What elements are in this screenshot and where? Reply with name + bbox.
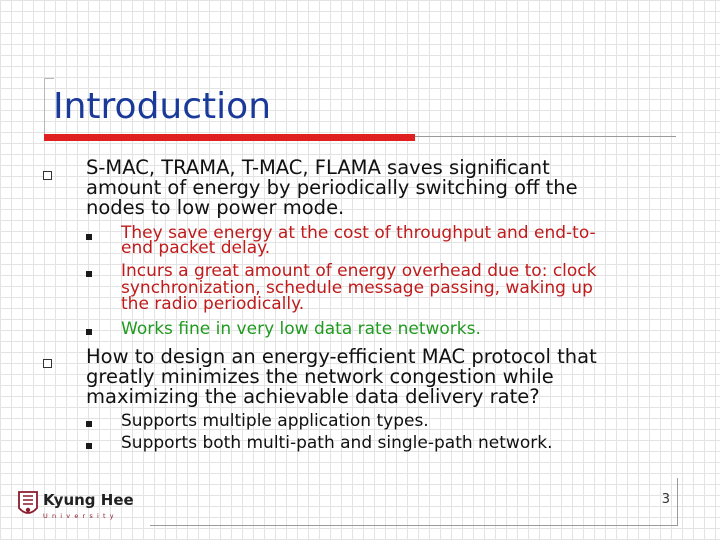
- university-emblem-icon: [19, 492, 37, 513]
- sub-bullet-line: Incurs a great amount of energy overhead due to: clock: [121, 261, 597, 281]
- sub-bullet-marker: [86, 271, 92, 277]
- footer-rule: [150, 525, 678, 526]
- sub-bullet-line: They save energy at the cost of throughput and end-to-: [121, 223, 596, 243]
- bullet-line: amount of energy by periodically switching off the: [86, 176, 578, 199]
- sub-bullet-marker: [86, 329, 92, 335]
- sub-bullet-marker: [86, 443, 92, 449]
- sub-bullet-marker: [86, 421, 92, 427]
- bullet-marker: [43, 171, 52, 180]
- sub-bullet-line: Supports both multi-path and single-path network.: [121, 433, 553, 453]
- sub-bullet-line: synchronization, schedule message passing, waking up: [121, 278, 593, 298]
- kyung-hee-logo: [15, 486, 140, 526]
- title-accent-rule: [44, 134, 415, 141]
- title-rule: [415, 136, 676, 137]
- logo-name: Kyung Hee: [43, 491, 134, 509]
- sub-bullet-line: end packet delay.: [121, 238, 271, 258]
- bullet-line: greatly minimizes the network congestion while: [86, 365, 554, 388]
- slide-title: Introduction: [53, 86, 272, 127]
- bullet-marker: [43, 359, 52, 368]
- sub-bullet-line: the radio periodically.: [121, 294, 305, 314]
- bullet-line: S-MAC, TRAMA, T-MAC, FLAMA saves significant: [86, 156, 550, 179]
- sub-bullet-marker: [86, 234, 92, 240]
- sub-bullet-line: Works fine in very low data rate networks.: [121, 319, 481, 339]
- sub-bullet-line: Supports multiple application types.: [121, 411, 429, 431]
- bullet-line: nodes to low power mode.: [86, 196, 345, 219]
- logo-sub: University: [43, 512, 118, 520]
- page-number: 3: [661, 492, 670, 507]
- bullet-line: maximizing the achievable data delivery rate?: [86, 385, 540, 408]
- footer-rule-vertical: [677, 478, 678, 526]
- bullet-line: How to design an energy-efficient MAC protocol that: [86, 345, 597, 368]
